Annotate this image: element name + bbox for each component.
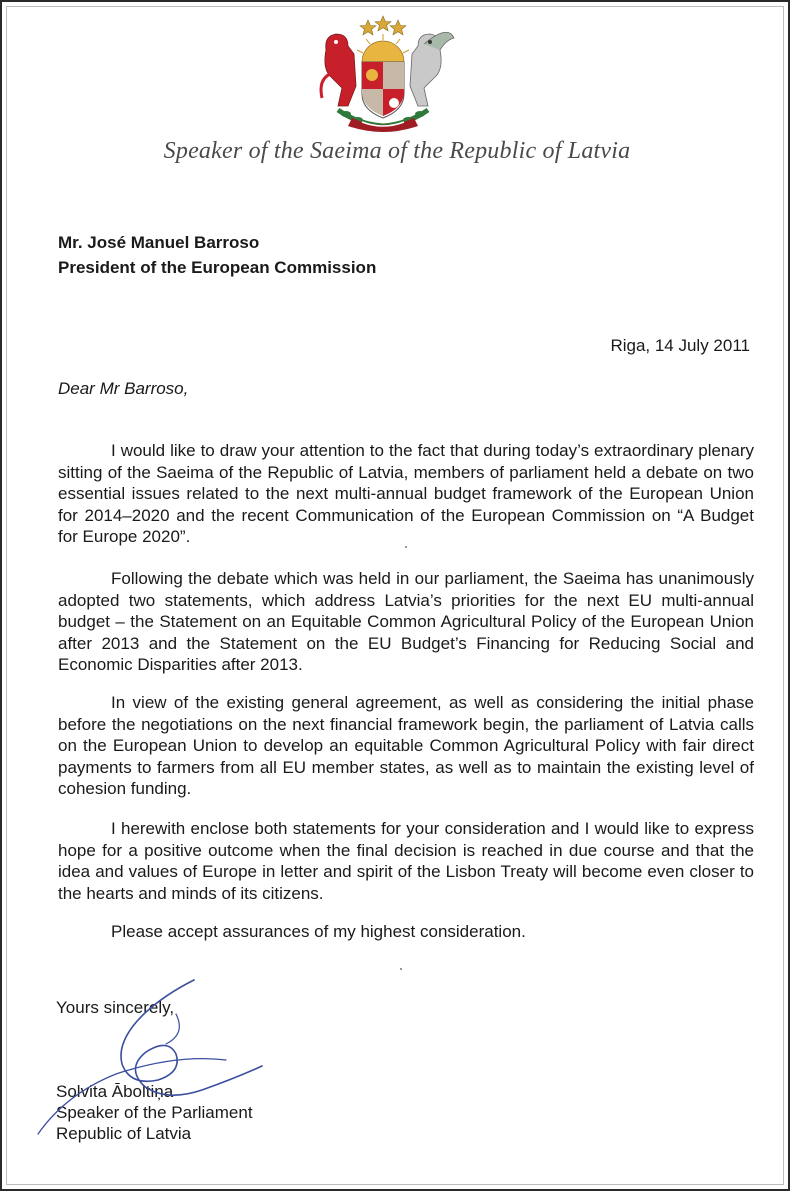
- addressee-name: Mr. José Manuel Barroso: [58, 233, 260, 252]
- signatory-organization: Republic of Latvia: [56, 1124, 192, 1143]
- closing-line: Please accept assurances of my highest consideration.: [111, 922, 526, 941]
- latvia-coat-of-arms-icon: [308, 14, 458, 132]
- signatory-name: Solvita Āboltiņa: [56, 1082, 174, 1101]
- body-paragraph-3: [58, 692, 754, 800]
- body-paragraph-1: [58, 440, 754, 548]
- valediction: Yours sincerely,: [56, 998, 175, 1017]
- body-paragraph-4: [58, 818, 754, 904]
- paragraph-text: I herewith enclose both statements for your consideration and I would like to express hope for a positive outcome when the final decision is reached in due course and that the idea and values of Europe in letter and spirit of the Lisbon Treaty will become even closer to the hearts and minds of its citizens.: [58, 819, 754, 903]
- paragraph-text: Following the debate which was held in our parliament, the Saeima has unanimously adopted two statements, which address Latvia’s priorities for the next EU multi-annual budget – the Statement on an Equitable Common Agricultural Policy of the European Union after 2013 and the Statement on the EU Budget’s Financing for Reducing Social and Economic Disparities after 2013.: [58, 569, 754, 674]
- salutation: Dear Mr Barroso,: [58, 379, 189, 398]
- letterhead-title: Speaker of the Saeima of the Republic of Latvia: [163, 138, 631, 164]
- scan-speck: [400, 968, 402, 970]
- signatory-position: Speaker of the Parliament: [56, 1103, 253, 1122]
- addressee-title: President of the European Commission: [58, 258, 377, 277]
- paragraph-text: In view of the existing general agreement, as well as considering the initial phase before the negotiations on the next financial framework begin, the parliament of Latvia calls on the European Union to develop an equitable Common Agricultural Policy with fair direct payments to farmers from all EU member states, as well as to maintain the existing level of cohesion funding.: [58, 693, 754, 798]
- paragraph-text: I would like to draw your attention to the fact that during today’s extraordinary plenary sitting of the Saeima of the Republic of Latvia, members of parliament held a debate on two essential issues related to the next multi-annual budget framework of the European Union for 2014–2020 and the recent Communication of the European Commission on “A Budget for Europe 2020”.: [58, 441, 754, 546]
- scan-speck: [405, 546, 407, 548]
- letter-date: Riga, 14 July 2011: [610, 336, 750, 355]
- addressee-block: [58, 230, 376, 280]
- handwritten-signature: [26, 974, 276, 1144]
- body-paragraph-2: [58, 568, 754, 676]
